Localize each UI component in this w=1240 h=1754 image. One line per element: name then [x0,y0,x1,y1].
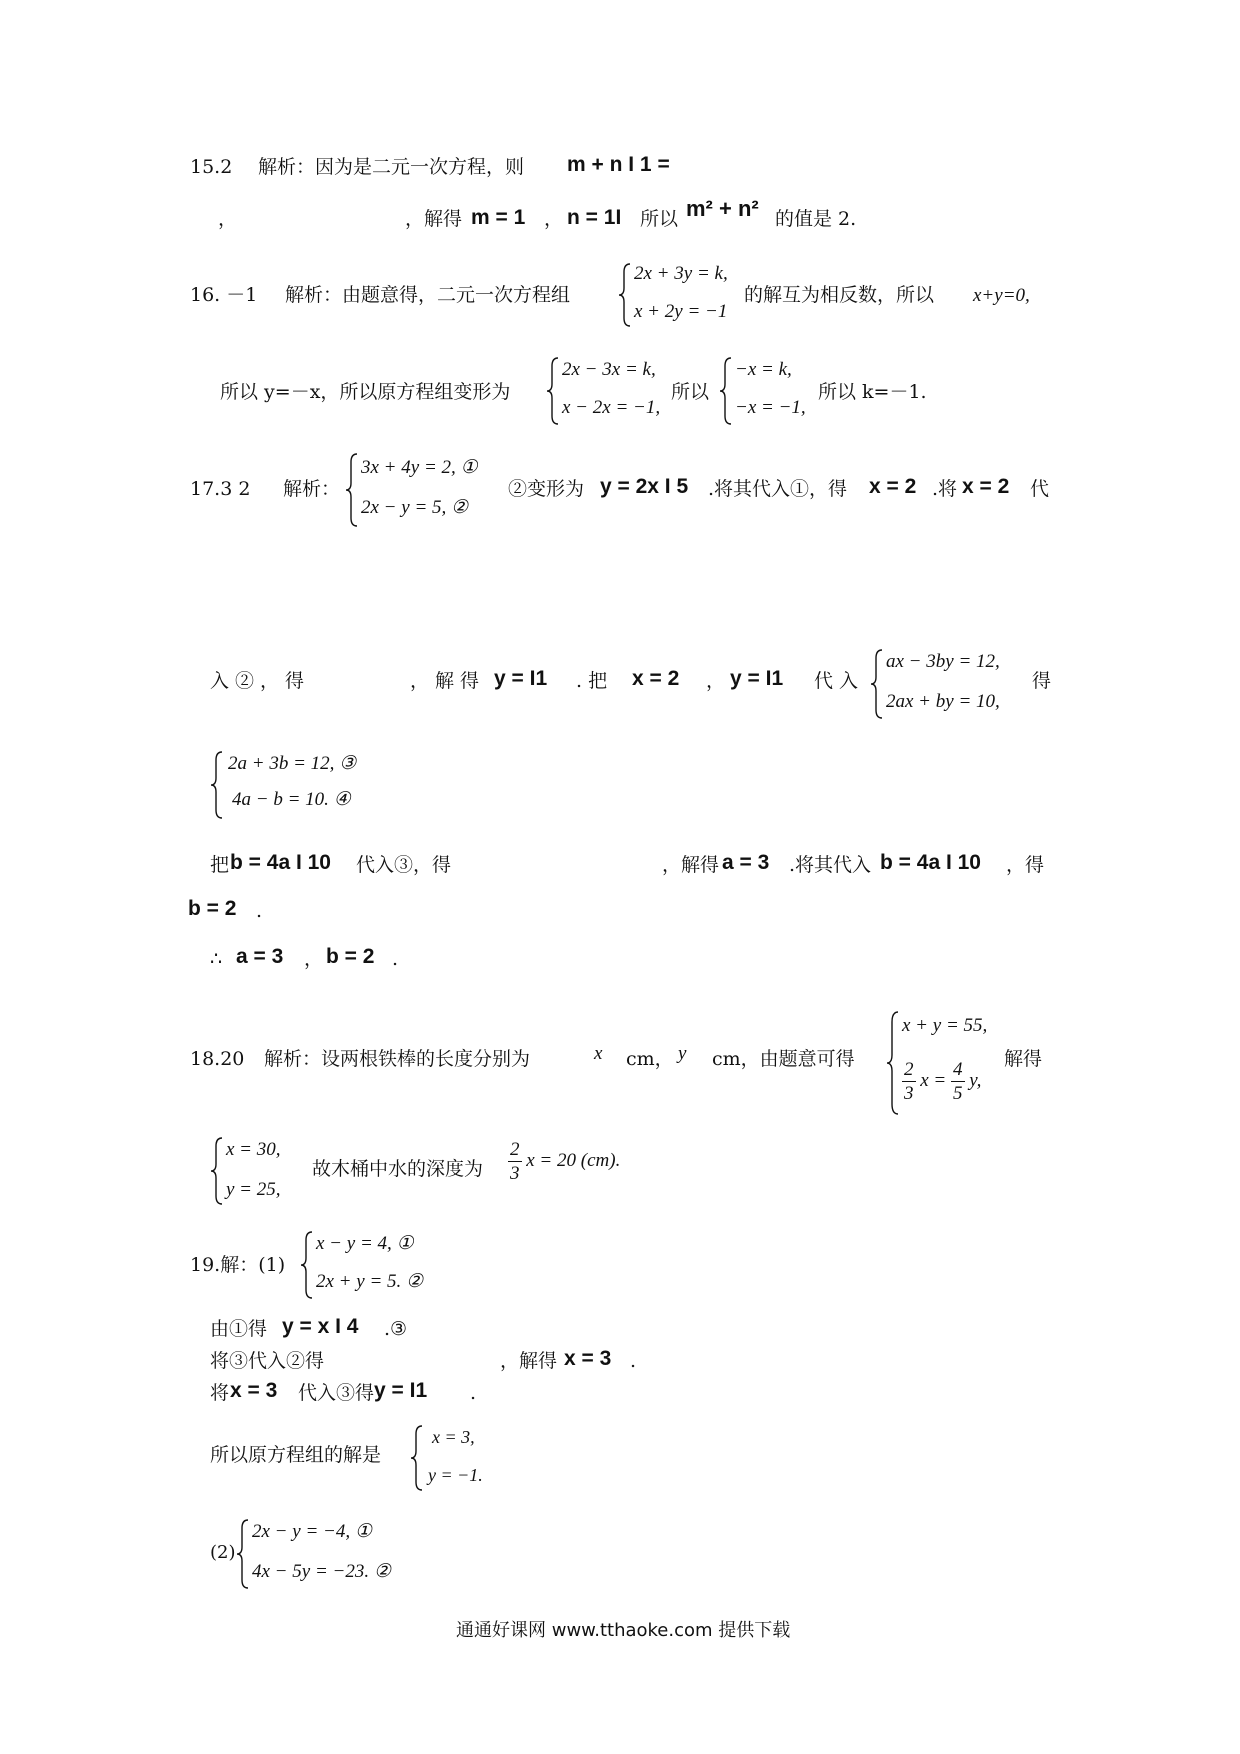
equation: y = 25, [226,1179,281,1200]
text: .将 [932,478,958,500]
equation: 4x − 5y = −23. ② [252,1561,391,1582]
text: 代入③，得 [356,854,452,876]
text: 的解互为相反数，所以 [744,284,935,306]
equation: 3x + 4y = 2, ① [361,457,478,478]
equation-system [886,1010,1006,1116]
text: 把 [210,854,230,876]
text: ， [304,948,324,970]
fraction: $\frac{2}{3}$ [510,1139,520,1184]
math-expression: m = 1 [471,206,526,229]
text: ②变形为 [508,478,585,500]
brace-icon [236,1518,250,1590]
brace-icon [546,356,560,426]
math-expression: m + n I 1 = [567,153,670,176]
problem-number: 19.解：(1) [190,1254,286,1276]
math-expression: $\frac{2}{3}$ x = 20 (cm). [510,1139,621,1184]
equation: x − 2x = −1, [562,397,661,418]
equation-system [410,1424,510,1492]
footer-text: 通通好课网 www.tthaoke.com 提供下载 [456,1620,791,1641]
text: ∴ [210,948,223,970]
equation: 2x + 3y = k, [634,263,728,284]
brace-icon [886,1010,900,1116]
text: cm， [626,1048,674,1070]
equation: ax − 3by = 12, [886,651,1000,672]
text: 所以 y=－x，所以原方程组变形为 [220,381,511,403]
text: .③ [384,1318,408,1340]
math-expression: m² + n² [686,196,759,221]
equation: x = 3, [432,1427,475,1447]
equation: 4a − b = 10. ④ [232,789,351,810]
equation: 2a + 3b = 12, ③ [228,753,357,774]
math-expression: y = 2x I 5 [600,475,689,498]
text: ， [544,208,564,230]
problem-number: 18.20 [190,1048,245,1070]
math-expression: b = 2 [326,945,375,968]
text: 所以 k=－1. [818,381,927,403]
equation-system [546,356,676,426]
text: ， [706,670,726,692]
math-expression: y = I1 [730,667,784,690]
equation-system [210,750,400,820]
text: ，解得 [662,854,720,876]
math-expression: y = I1 [374,1379,428,1402]
text: 解析：设两根铁棒的长度分别为 [264,1048,531,1070]
text: 代 [1030,478,1050,500]
math-expression: y = x I 4 [282,1315,359,1338]
text: 解析：由题意得，二元一次方程组 [285,284,571,306]
text: 解析：因为是二元一次方程，则 [258,156,525,178]
equation-system [719,356,819,426]
fraction: $\frac{2}{3}$ [904,1059,914,1104]
equation-system [870,648,1035,720]
math-expression: x = 3 [230,1379,278,1402]
equation: −x = −1, [735,397,806,418]
brace-icon [345,452,359,528]
math-variable: x [594,1043,603,1064]
text: .将其代入①，得 [708,478,848,500]
math-expression: b = 4a I 10 [880,851,981,874]
brace-icon [410,1424,424,1492]
brace-icon [618,262,632,328]
math-expression: b = 4a I 10 [230,851,331,874]
fraction: $\frac{4}{5}$ [953,1059,963,1104]
math-expression: x = 2 [632,667,680,690]
brace-icon [300,1230,314,1300]
equation: x + 2y = −1 [634,301,728,322]
brace-icon [210,750,224,820]
text: . [256,900,263,922]
brace-icon [870,648,884,720]
math-variable: y [678,1043,687,1064]
equation-system [345,452,515,528]
text: ，解得 [500,1350,558,1372]
brace-icon [210,1136,224,1206]
text: . [392,948,399,970]
equation: −x = k, [735,359,792,380]
text: ，得 [1006,854,1045,876]
math-expression: y = I1 [494,667,548,690]
equation: 2x + y = 5. ② [316,1271,424,1292]
text: cm，由题意可得 [712,1048,855,1070]
text: ，解得 [405,208,463,230]
math-expression: x = 2 [962,475,1010,498]
text: 代入③得 [298,1382,375,1404]
equation: $\frac{2}{3}$ x = $\frac{4}{5}$ y, [904,1059,982,1104]
text: ， [218,208,238,230]
equation: 2x − y = 5, ② [361,497,469,518]
equation-system [210,1136,320,1206]
text: 所以 [640,208,679,230]
equation: y = −1. [428,1465,483,1485]
equation: 2x − 3x = k, [562,359,656,380]
math-expression: a = 3 [236,945,284,968]
equation: x + y = 55, [902,1015,988,1036]
text: 解得 [1004,1048,1043,1070]
equation-system [236,1518,436,1590]
problem-number: 15.2 [190,156,233,178]
text: 所以 [671,381,710,403]
text: 由①得 [210,1318,268,1340]
equation-system [618,262,748,328]
text: 故木桶中水的深度为 [312,1158,484,1180]
brace-icon [719,356,733,426]
problem-number: 16. －1 [190,284,258,306]
equation: 2ax + by = 10, [886,691,1000,712]
equation: x − y = 4, ① [316,1233,414,1254]
math-expression: x = 2 [869,475,917,498]
text: 入②，得 [210,670,311,692]
text: . [630,1350,637,1372]
text: 将 [210,1382,230,1404]
math-expression: n = 1I [567,206,622,229]
text: 所以原方程组的解是 [210,1444,382,1466]
text: 解析： [283,478,341,500]
text: ，解得 [410,670,486,692]
text: 得 [1032,670,1052,692]
math-expression: x = 3 [564,1347,612,1370]
math-expression: a = 3 [722,851,770,874]
text: 将③代入②得 [210,1350,325,1372]
equation: 2x − y = −4, ① [252,1521,372,1542]
equation: x = 30, [226,1139,281,1160]
text: 的值是 2. [775,208,857,230]
equation-system [300,1230,450,1300]
text: . [470,1382,477,1404]
text: (2) [210,1542,236,1563]
math-expression: b = 2 [188,897,237,920]
text: 代入 [814,670,865,692]
text: . 把 [576,670,608,692]
problem-number: 17.3 2 [190,478,251,500]
math-expression: x+y=0, [973,285,1030,306]
text: .将其代入 [789,854,872,876]
